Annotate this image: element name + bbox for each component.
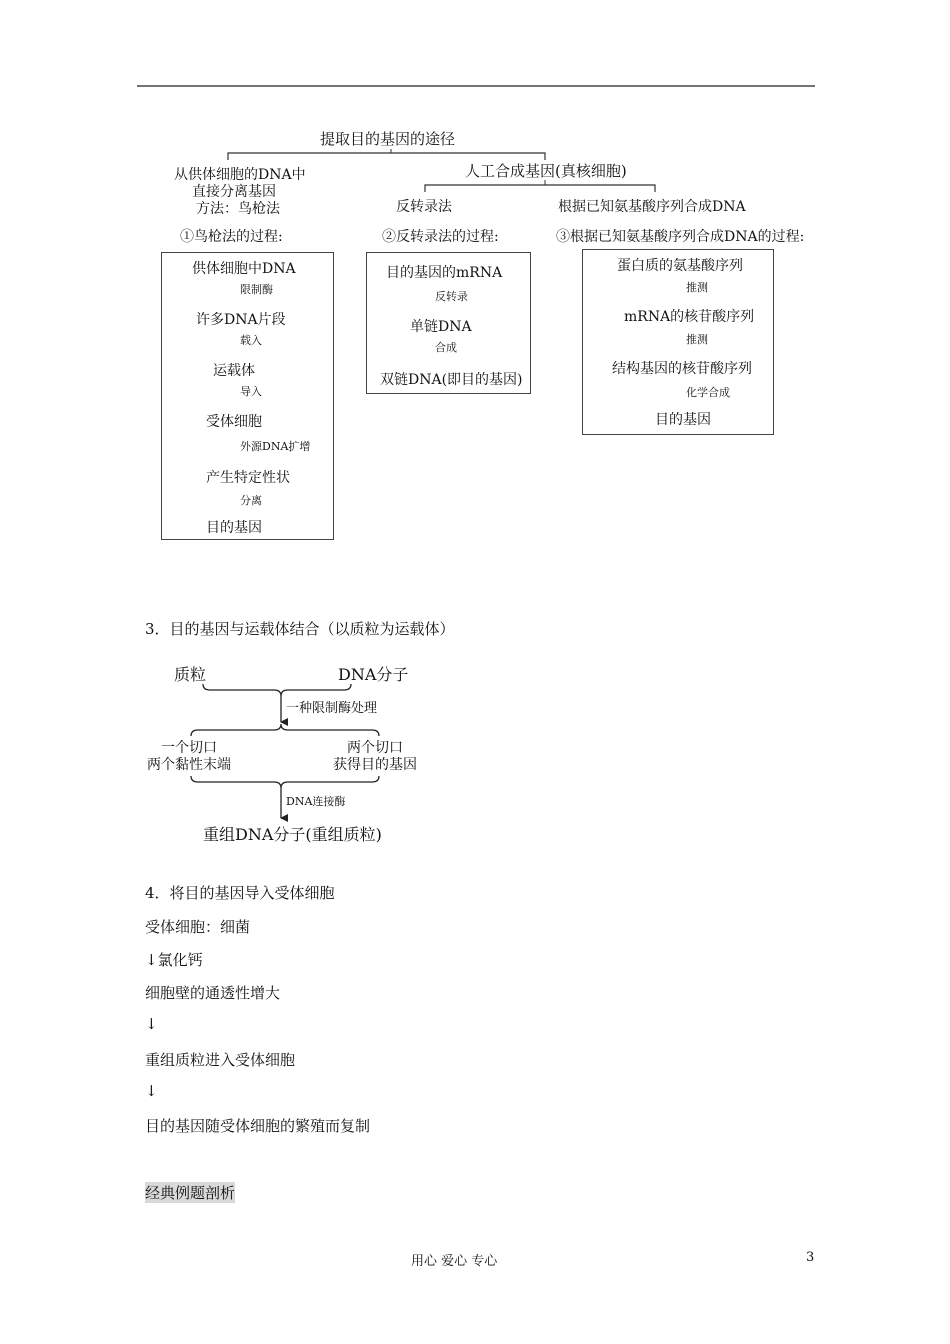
box1-arrow-label-4: 外源DNA扩增 (240, 440, 311, 453)
box3-step-3: 结构基因的核苷酸序列 (612, 361, 752, 377)
section-4-line-4: ↓ (145, 1015, 158, 1033)
plasmid-label: 质粒 (174, 665, 207, 684)
dna-molecule-label: DNA分子 (338, 665, 409, 684)
footer-slogan: 用心 爱心 专心 (411, 1254, 498, 1269)
section-4-line-3: 细胞壁的通透性增大 (145, 984, 281, 1002)
section-4-line-2: ↓氯化钙 (145, 951, 203, 969)
process-2-title: ②反转录法的过程: (382, 229, 499, 245)
box1-step-3: 运载体 (213, 363, 255, 379)
box1-step-5: 产生特定性状 (206, 470, 290, 486)
box1-arrow-label-5: 分离 (240, 494, 262, 507)
title-brace (228, 153, 545, 160)
section-4-line-7: 目的基因随受体细胞的繁殖而复制 (145, 1117, 371, 1135)
box3-arrow-label-2: 推测 (686, 333, 708, 346)
rejoin-bracket (191, 776, 379, 788)
box1-step-6: 目的基因 (206, 520, 262, 536)
plasmid-result-line-2: 两个黏性末端 (147, 757, 231, 773)
dna-result-text (333, 740, 417, 774)
restriction-enzyme-label: 一种限制酶处理 (286, 701, 378, 716)
synthesis-branch-label: 人工合成基因(真核细胞) (465, 162, 627, 180)
box1-arrow-label-3: 导入 (240, 385, 262, 398)
synthesis-brace (425, 185, 655, 192)
box2-step-3: 双链DNA(即目的基因) (380, 372, 523, 388)
process-3-title: ③根据已知氨基酸序列合成DNA的过程: (556, 229, 805, 245)
box3-step-2: mRNA的核苷酸序列 (624, 309, 755, 325)
box1-step-2: 许多DNA片段 (196, 312, 286, 328)
plasmid-result-line-1: 一个切口 (161, 740, 217, 756)
direct-isolation-text (174, 167, 306, 218)
reverse-transcription-method: 反转录法 (396, 199, 452, 215)
section-3-heading: 3．目的基因与运载体结合（以质粒为运载体） (145, 620, 455, 638)
section-4-line-6: ↓ (145, 1082, 158, 1100)
box1-arrow-label-1: 限制酶 (240, 283, 273, 296)
page-number: 3 (806, 1250, 815, 1265)
left-line-2: 直接分离基因 (192, 184, 276, 200)
box2-arrow-label-2: 合成 (435, 341, 457, 354)
process-1-title: ①鸟枪法的过程: (180, 229, 283, 245)
left-line-1: 从供体细胞的DNA中 (174, 167, 306, 183)
amino-acid-synthesis-box (582, 249, 774, 435)
plasmid-result-text (147, 740, 231, 774)
box1-arrow-label-2: 载入 (240, 334, 262, 347)
box3-arrow-label-3: 化学合成 (686, 386, 730, 399)
box1-step-4: 受体细胞 (206, 414, 262, 430)
box1-step-1: 供体细胞中DNA (192, 261, 296, 277)
dna-result-line-1: 两个切口 (347, 740, 403, 756)
recombinant-dna-label: 重组DNA分子(重组质粒) (203, 825, 382, 844)
ligase-label: DNA连接酶 (286, 795, 346, 808)
section-4-line-1: 受体细胞：细菌 (145, 918, 251, 936)
dna-result-line-2: 获得目的基因 (333, 757, 417, 773)
box3-step-1: 蛋白质的氨基酸序列 (617, 258, 743, 274)
box3-arrow-label-1: 推测 (686, 281, 708, 294)
box2-arrow-label-1: 反转录 (435, 290, 468, 303)
amino-acid-method: 根据已知氨基酸序列合成DNA (558, 199, 746, 215)
section-4-heading: 4．将目的基因导入受体细胞 (145, 884, 335, 902)
box2-step-1: 目的基因的mRNA (386, 265, 503, 281)
box3-step-4: 目的基因 (655, 412, 711, 428)
box2-step-2: 单链DNA (410, 319, 472, 335)
section-4-line-5: 重组质粒进入受体细胞 (145, 1051, 296, 1069)
split-bracket (191, 724, 379, 736)
left-line-3: 方法：鸟枪法 (196, 201, 280, 217)
section-5-heading: 经典例题剖析 (145, 1184, 236, 1202)
pathway-title: 提取目的基因的途径 (320, 130, 456, 148)
join-bracket (203, 684, 351, 696)
